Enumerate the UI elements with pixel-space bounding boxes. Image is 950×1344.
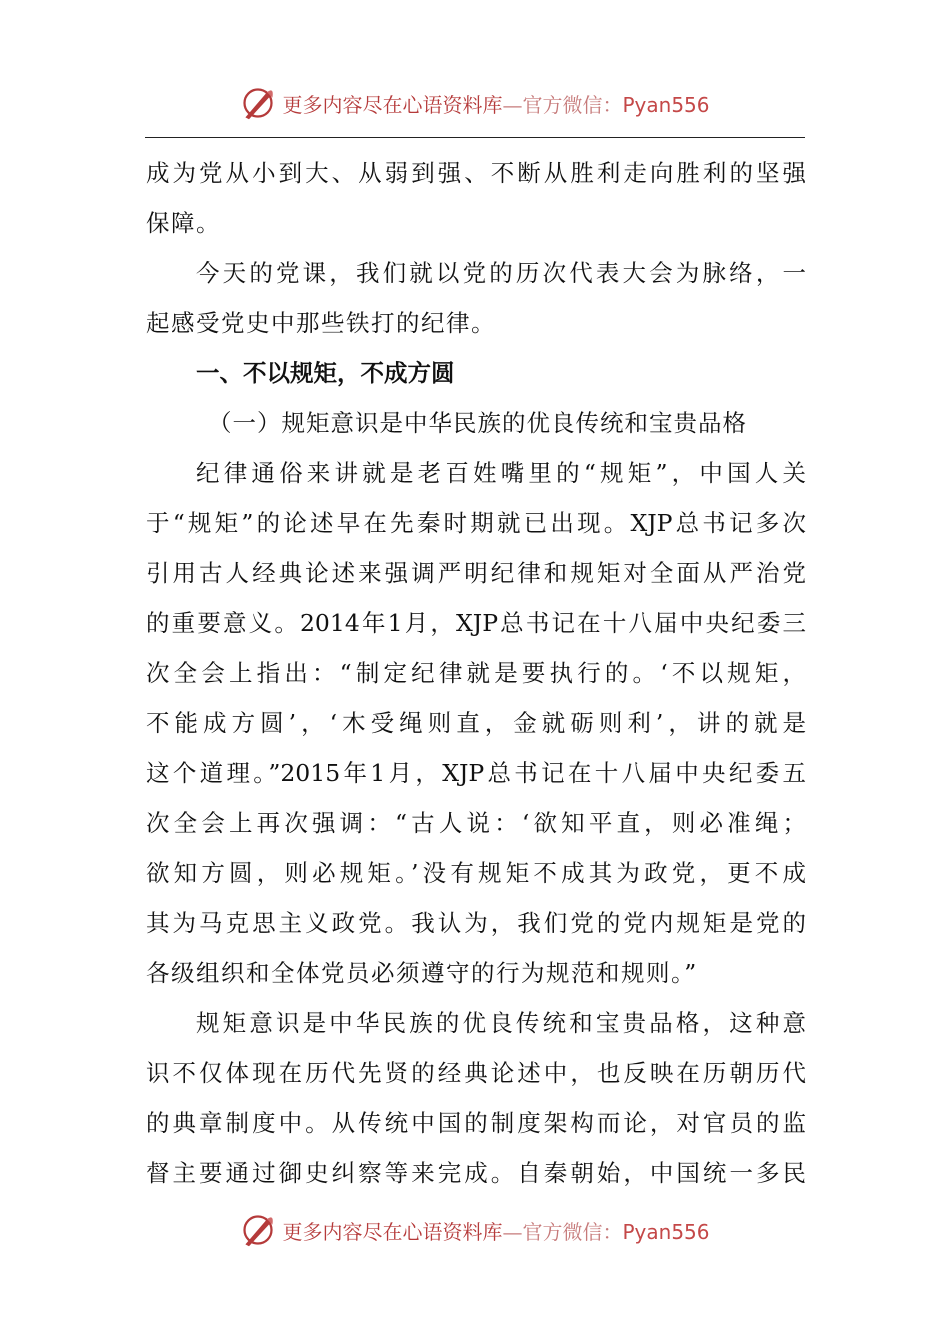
footer-banner-wechat-id: Pyan556 (622, 1219, 710, 1244)
body-line: 引用古人经典论述来强调严明纪律和规矩对全面从严治党 (146, 559, 806, 587)
body-line: 规矩意识是中华民族的优良传统和宝贵品格，这种意 (196, 1009, 806, 1037)
body-line: 欲知方圆，则必规矩。’没有规矩不成其为政党，更不成 (146, 859, 806, 887)
footer-banner (0, 1210, 950, 1250)
body-line: 纪律通俗来讲就是老百姓嘴里的“规矩”，中国人关 (196, 459, 806, 487)
document-body (146, 148, 806, 1198)
body-line: 其为马克思主义政党。我认为，我们党的党内规矩是党的 (146, 909, 806, 937)
footer-banner-title: 更多内容尽在心语资料库 (282, 1219, 503, 1244)
body-line: 识不仅体现在历代先贤的经典论述中，也反映在历朝历代 (146, 1059, 806, 1087)
body-line: 保障。 (146, 209, 221, 237)
body-line: 各级组织和全体党员必须遵守的行为规范和规则。” (146, 959, 698, 987)
body-line: 的重要意义。2014年1月，XJP总书记在十八届中央纪委三 (146, 609, 806, 637)
body-line: 起感受党史中那些铁打的纪律。 (146, 309, 496, 337)
body-line: 不能成方圆’，‘木受绳则直，金就砺则利’，讲的就是 (146, 709, 806, 737)
subsection-heading: （一）规矩意识是中华民族的优良传统和宝贵品格 (208, 409, 747, 437)
body-line: 次全会上再次强调：“古人说：‘欲知平直，则必准绳； (146, 809, 806, 837)
banner-separator: —官方微信： (502, 92, 623, 117)
body-line: 督主要通过御史纠察等来完成。自秦朝始，中国统一多民 (146, 1159, 806, 1187)
header-banner (0, 83, 950, 123)
body-line: 的典章制度中。从传统中国的制度架构而论，对官员的监 (146, 1109, 806, 1137)
quill-pen-logo-icon (240, 1212, 276, 1248)
footer-banner-separator: —官方微信： (502, 1219, 623, 1244)
banner-title: 更多内容尽在心语资料库 (282, 92, 503, 117)
banner-wechat-id: Pyan556 (622, 92, 710, 117)
quill-pen-logo-icon (240, 85, 276, 121)
body-line: 成为党从小到大、从弱到强、不断从胜利走向胜利的坚强 (146, 159, 806, 187)
body-line: 于“规矩”的论述早在先秦时期就已出现。XJP总书记多次 (146, 509, 806, 537)
body-line: 今天的党课，我们就以党的历次代表大会为脉络，一 (196, 259, 806, 287)
section-heading: 一、不以规矩，不成方圆 (196, 359, 455, 387)
body-line: 次全会上指出：“制定纪律就是要执行的。‘不以规矩， (146, 659, 806, 687)
header-rule (145, 137, 805, 138)
body-line: 这个道理。”2015年1月，XJP总书记在十八届中央纪委五 (146, 759, 806, 787)
